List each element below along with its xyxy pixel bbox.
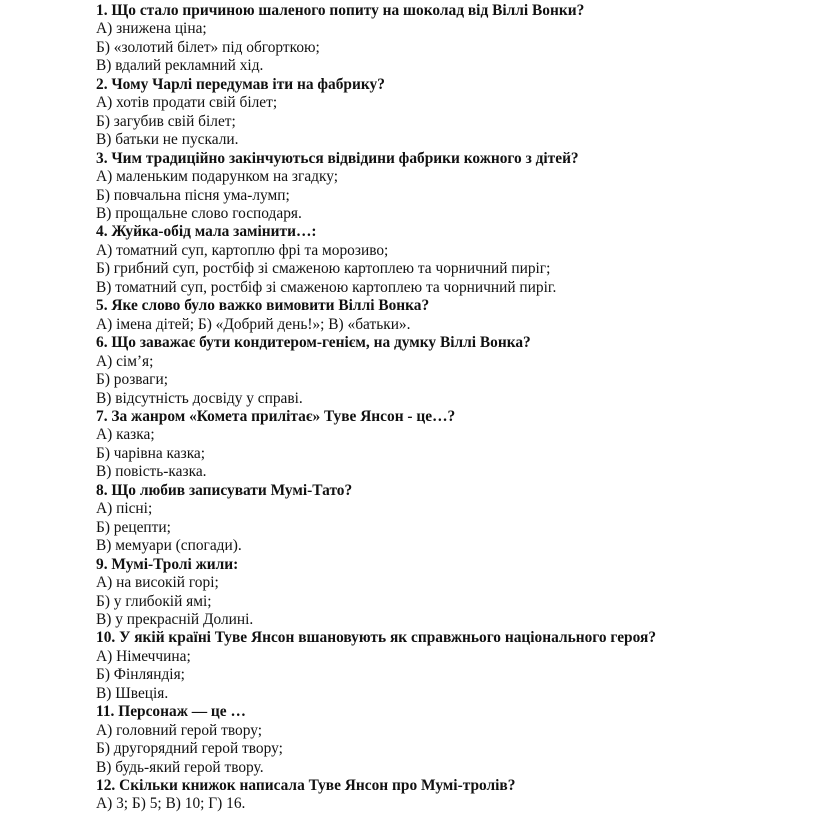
question-text: 12. Скільки книжок написала Туве Янсон про Мумі-тролів? [96,777,516,795]
quiz-document [96,2,796,814]
question-text: 1. Що стало причиною шаленого попиту на шоколад від Віллі Вонки? [96,2,585,19]
answer-option: А) імена дітей; Б) «Добрий день!»; В) «батьки». [96,315,411,333]
question-block [96,556,796,630]
question-text: 11. Персонаж — це … [96,703,246,721]
answer-option: Б) Фінляндія; [96,666,185,684]
answer-option: В) будь-який герой твору. [96,758,264,776]
answer-option: Б) повчальна пісня ума-лумп; [96,186,290,204]
answer-option: А) маленьким подарунком на згадку; [96,168,339,186]
answer-option: А) томатний суп, картоплю фрі та морозиво; [96,241,389,259]
answer-option: А) хотів продати свій білет; [96,94,278,112]
question-block [96,223,796,297]
question-text: 2. Чому Чарлі передумав іти на фабрику? [96,75,385,93]
answer-option: В) прощальне слово господаря. [96,204,302,222]
question-text: 8. Що любив записувати Мумі-Тато? [96,481,353,499]
question-block [96,334,796,408]
answer-option: А) казка; [96,426,155,444]
question-block [96,2,796,76]
answer-option: В) мемуари (спогади). [96,537,242,555]
question-text: 9. Мумі-Тролі жили: [96,555,239,573]
answer-option: В) томатний суп, ростбіф зі смаженою картоплею та чорничний пиріг. [96,278,557,296]
answer-option: Б) грибний суп, ростбіф зі смаженою картоплею та чорничний пиріг; [96,260,551,278]
answer-option: А) 3; Б) 5; В) 10; Г) 16. [96,795,246,813]
question-block [96,482,796,556]
question-block [96,777,796,814]
answer-option: В) у прекрасній Долині. [96,610,254,628]
answer-option: В) Швеція. [96,684,169,702]
question-block [96,297,796,334]
question-block [96,629,796,703]
answer-option: В) батьки не пускали. [96,131,239,149]
question-text: 3. Чим традиційно закінчуються відвідини фабрики кожного з дітей? [96,149,579,167]
answer-option: В) вдалий рекламний хід. [96,57,264,75]
question-text: 7. За жанром «Комета прилітає» Туве Янсон - це…? [96,407,456,425]
question-text: 10. У якій країні Туве Янсон вшановують як справжнього національного героя? [96,629,657,647]
question-block [96,703,796,777]
answer-option: Б) у глибокій ямі; [96,592,212,610]
answer-option: Б) другорядний герой твору; [96,740,283,758]
question-text: 4. Жуйка-обід мала замінити…: [96,223,317,241]
question-text: 5. Яке слово було важко вимовити Віллі Вонка? [96,297,430,315]
answer-option: А) Німеччина; [96,647,191,665]
answer-option: А) на високій горі; [96,574,219,592]
question-block [96,408,796,482]
answer-option: В) повість-казка. [96,463,207,481]
answer-option: А) головний герой твору; [96,721,262,739]
answer-option: Б) загубив свій білет; [96,112,236,130]
answer-option: Б) «золотий білет» під обгорткою; [96,38,320,56]
question-text: 6. Що заважає бути кондитером-генієм, на думку Віллі Вонка? [96,334,531,352]
answer-option: А) пісні; [96,500,153,518]
answer-option: А) сім’я; [96,352,154,370]
question-block [96,76,796,150]
answer-option: Б) розваги; [96,371,169,389]
answer-option: В) відсутність досвіду у справі. [96,389,303,407]
answer-option: Б) чарівна казка; [96,444,206,462]
answer-option: Б) рецепти; [96,518,171,536]
question-block [96,150,796,224]
answer-option: А) знижена ціна; [96,20,207,38]
